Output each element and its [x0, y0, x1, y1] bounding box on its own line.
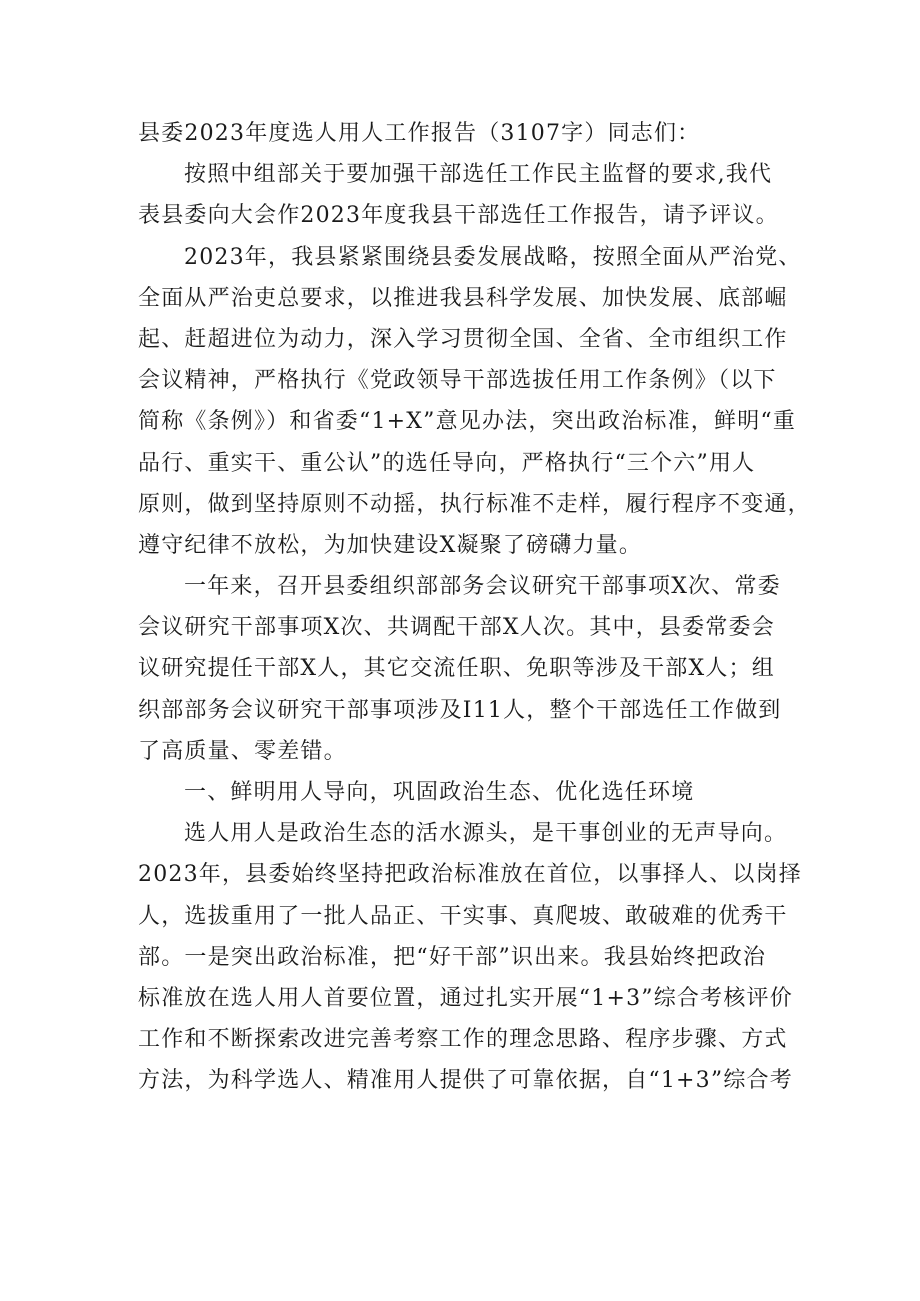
- paragraph-line: 品行、重实干、重公认”的选任导向，严格执行“三个六”用人: [138, 450, 756, 476]
- paragraph-line: 原则，做到坚持原则不动摇，执行标准不走样，履行程序不变通，: [138, 491, 811, 517]
- paragraph-line: 议研究提任干部X人，其它交流任职、免职等涉及干部X人；组: [138, 656, 775, 682]
- paragraph-line: 2023年，县委始终坚持把政治标准放在首位，以事择人、以岗择: [138, 862, 802, 888]
- paragraph-line: 会议精神，严格执行《党政领导干部选拔任用工作条例》（以下: [138, 368, 777, 394]
- paragraph-line: 全面从严治吏总要求，以推进我县科学发展、加快发展、底部崛: [138, 285, 788, 311]
- paragraph-line: 部。一是突出政治标准，把“好干部”识出来。我县始终把政治: [138, 944, 767, 970]
- report-title-line: 县委2023年度选人用人工作报告（3107字）同志们：: [138, 121, 701, 146]
- paragraph-line: 选人用人是政治生态的活水源头，是干事创业的无声导向。: [184, 821, 788, 847]
- document-body: [138, 113, 811, 1102]
- paragraph-line: 一年来，召开县委组织部部务会议研究干部事项X次、常委: [184, 574, 781, 600]
- paragraph-line: 表县委向大会作2023年度我县干部选任工作报告，请予评议。: [138, 203, 779, 229]
- paragraph-line: 了高质量、零差错。: [138, 738, 347, 764]
- paragraph-line: 标准放在选人用人首要位置，通过扎实开展“1+3”综合考核评价: [138, 985, 793, 1011]
- paragraph-line: 会议研究干部事项X次、共调配干部X人次。其中，县委常委会: [138, 615, 775, 641]
- paragraph-line: 起、赶超进位为动力，深入学习贯彻全国、全省、全市组织工作: [138, 326, 788, 352]
- paragraph-line: 按照中组部关于要加强干部选任工作民主监督的要求,我代: [184, 162, 773, 188]
- paragraph-line: 简称《条例》）和省委“1+X”意见办法，突出政治标准，鲜明“重: [138, 409, 797, 435]
- paragraph-line: 人，选拔重用了一批人品正、干实事、真爬坡、敢破难的优秀干: [138, 903, 788, 929]
- paragraph-line: 遵守纪律不放松，为加快建设X凝聚了磅礴力量。: [138, 532, 643, 558]
- paragraph-line: 2023年，我县紧紧围绕县委发展战略，按照全面从严治党、: [184, 244, 802, 270]
- paragraph-line: 织部部务会议研究干部事项涉及I11人，整个干部选任工作做到: [138, 697, 782, 723]
- paragraph-line: 方法，为科学选人、精准用人提供了可靠依据，自“1+3”综合考: [138, 1068, 793, 1094]
- section-heading-line: 一、鲜明用人导向，巩固政治生态、优化选任环境: [184, 780, 695, 805]
- paragraph-line: 工作和不断探索改进完善考察工作的理念思路、程序步骤、方式: [138, 1027, 788, 1053]
